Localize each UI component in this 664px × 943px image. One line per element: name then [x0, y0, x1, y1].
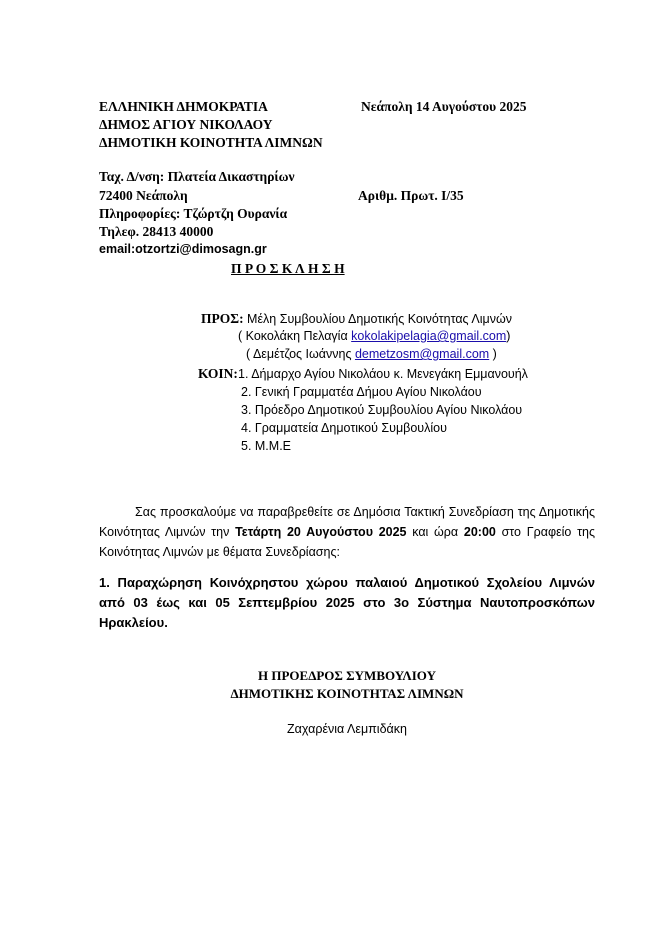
signature-role-2: ΔΗΜΟΤΙΚΗΣ ΚΟΙΝΟΤΗΤΑΣ ΛΙΜΝΩΝ — [230, 686, 464, 701]
member-2-name: ( Δεμέτζος Ιωάννης — [246, 347, 355, 361]
signature-name: Ζαχαρένια Λεμπιδάκη — [287, 722, 407, 736]
meeting-date: Τετάρτη 20 Αυγούστου 2025 — [235, 525, 407, 539]
cc-item-5: 5. Μ.Μ.Ε — [241, 439, 292, 453]
member-2-email-link[interactable]: demetzosm@gmail.com — [354, 347, 490, 361]
to-text: Μέλη Συμβουλίου Δημοτικής Κοινότητας Λιμνών — [243, 312, 512, 326]
member-1-email-link[interactable]: kokolakipelagia@gmail.com — [351, 329, 507, 343]
cc-label: ΚΟΙΝ: — [198, 366, 238, 381]
org-line-2: ΔΗΜΟΣ ΑΓΙΟΥ ΝΙΚΟΛΑΟΥ — [99, 117, 273, 132]
address-line-2: 72400 Νεάπολη — [99, 188, 188, 203]
invitation-paragraph — [99, 502, 595, 562]
member-1 — [238, 328, 510, 345]
phone-line: Τηλεφ. 28413 40000 — [99, 224, 214, 239]
to-label: ΠΡΟΣ: — [201, 311, 244, 326]
member-2 — [246, 346, 497, 363]
cc-item-2: 2. Γενική Γραμματέα Δήμου Αγίου Νικολάου — [241, 385, 482, 399]
info-line: Πληροφορίες: Τζώρτζη Ουρανία — [99, 206, 288, 221]
intro-text-3: στο Γραφείο της Κοινότητας Λιμνών με θέματα Συνεδρίασης: — [99, 525, 596, 559]
intro-text-2: και ώρα — [406, 525, 464, 539]
cc-item-1: 1. Δήμαρχο Αγίου Νικολάου κ. Μενεγάκη Εμμανουήλ — [238, 367, 528, 381]
agenda-item-1: 1. Παραχώρηση Κοινόχρηστου χώρου παλαιού Δημοτικού Σχολείου Λιμνών από 03 έως και 05 Σεπτεμβρίου 2025 στο 3ο Σύστημα Ναυτοπροσκόπων Ηρακλείου. — [99, 575, 595, 630]
signature-role-1: Η ΠΡΟΕΔΡΟΣ ΣΥΜΒΟΥΛΙΟΥ — [258, 668, 436, 683]
member-2-suffix: ) — [489, 347, 497, 361]
cc-item-4: 4. Γραμματεία Δημοτικού Συμβουλίου — [241, 421, 447, 435]
intro-text: Σας προσκαλούμε να παραβρεθείτε σε Δημόσια Τακτική Συνεδρίαση της Δημοτικής Κοινότητας Λιμνών την — [99, 505, 595, 539]
member-1-suffix: ) — [506, 329, 511, 343]
document-title: Π Ρ Ο Σ Κ Λ Η Σ Η — [231, 261, 345, 276]
org-line-1: ΕΛΛΗΝΙΚΗ ΔΗΜΟΚΡΑΤΙΑ — [99, 99, 268, 114]
to-line — [201, 310, 512, 328]
member-1-name: ( Κοκολάκη Πελαγία — [238, 329, 352, 343]
org-line-3: ΔΗΜΟΤΙΚΗ ΚΟΙΝΟΤΗΤΑ ΛΙΜΝΩΝ — [99, 135, 323, 150]
email-line: email:otzortzi@dimosagn.gr — [99, 242, 267, 256]
place-date: Νεάπολη 14 Αυγούστου 2025 — [361, 99, 527, 114]
meeting-time: 20:00 — [463, 525, 496, 539]
address-line-1: Ταχ. Δ/νση: Πλατεία Δικαστηρίων — [99, 169, 295, 184]
protocol-number: Αριθμ. Πρωτ. Ι/35 — [358, 188, 464, 203]
cc-item-3: 3. Πρόεδρο Δημοτικού Συμβουλίου Αγίου Νικολάου — [241, 403, 523, 417]
